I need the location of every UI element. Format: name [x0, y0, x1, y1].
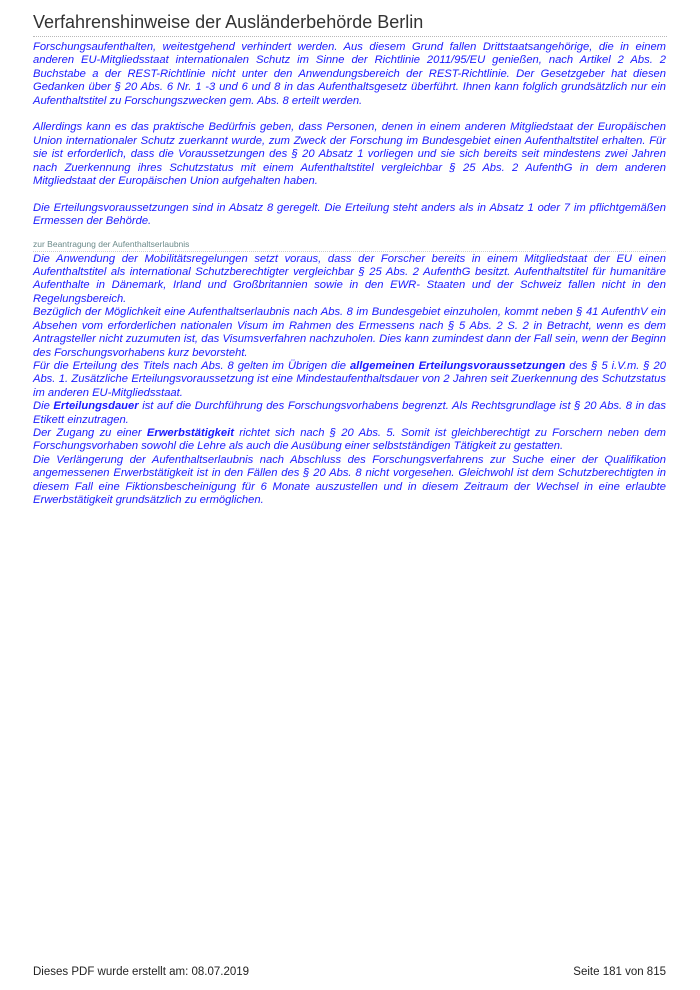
- text-segment: ist auf die Durchführung des Forschungsvorhabens begrenzt. Als Rechtsgrundlage ist § 20 Abs. 8 in das Etikett einzutragen.: [33, 400, 666, 426]
- footer-page-number: Seite 181 von 815: [573, 966, 666, 978]
- section-paragraph-4: [33, 400, 666, 427]
- paragraph-gap: [33, 108, 666, 121]
- intro-paragraph-2: Allerdings kann es das praktische Bedürfnis geben, dass Personen, denen in einem anderen Mitgliedstaat der Europäischen Union internationaler Schutz zuerkannt wurde, zum Zweck der Forschung im Bundesgebiet einen Aufenthaltstitel erhalten. Für sie ist erforderlich, dass die Voraussetzungen des § 20 Absatz 1 vorliegen und sie sich bereits seit mindestens zwei Jahren nach Zuerkennung ihres Schutzstatus mit einem Aufenthaltstitel vergleichbar § 25 Abs. 2 AufenthG in dem anderen Mitgliedstaat der Europäischen Union aufgehalten haben.: [33, 121, 666, 188]
- intro-paragraph-1: Forschungsaufenthalten, weitestgehend verhindert werden. Aus diesem Grund fallen Drittstaatsangehörige, die in einem anderen EU-Mitgliedsstaat internationalen Schutz im Sinne der Richtlinie 2011/95/EU genießen, nach Artikel 2 Abs. 2 Buchstabe a der REST-Richtlinie nicht unter den Anwendungsbereich der REST-Richtlinie. Der Gesetzgeber hat diesen Gedanken über § 20 Abs. 6 Nr. 1 -3 und 6 und 8 in das Aufenthaltsgesetz überführt. Ihnen kann folglich grundsätzlich nur ein Aufenthaltstitel zu Forschungszwecken gem. Abs. 8 erteilt werden.: [33, 41, 666, 107]
- paragraph-gap: [33, 188, 666, 201]
- text-segment: Die: [33, 400, 54, 413]
- bold-term: Erteilungsdauer: [53, 400, 139, 413]
- section-paragraph-2: Bezüglich der Möglichkeit eine Aufenthaltserlaubnis nach Abs. 8 im Bundesgebiet einzuholen, kommt neben § 41 AufenthV ein Absehen vom erforderlichen nationalen Visum im Rahmen des Ermessens nach § 5 Abs. 2 S. 2 in Betracht, wenn es dem Antragsteller nicht zuzumuten ist, das Visumsverfahren nachzuholen. Dies kann zumindest dann der Fall sein, wenn der Beginn des Forschungsvorhabens kurz bevorsteht.: [33, 306, 666, 359]
- section-paragraph-6: Die Verlängerung der Aufenthaltserlaubnis nach Abschluss des Forschungsverfahrens zur Suche einer der Qualifikation angemessenen Erwerbstätigkeit ist in den Fällen des § 20 Abs. 8 nicht vorgesehen. Gleichwohl ist dem Schutzberechtigten in diesem Fall eine Fiktionsbescheinigung für 6 Monate auszustellen und in diesem Zeitraum der Wechsel in eine erlaubte Erwerbstätigkeit grundsätzlich zu ermöglichen.: [33, 453, 666, 506]
- footer-created-date: Dieses PDF wurde erstellt am: 08.07.2019: [33, 966, 250, 978]
- bold-term: Erwerbstätigkeit: [146, 426, 234, 439]
- section-paragraph-5: [33, 427, 666, 454]
- text-segment: Für die Erteilung des Titels nach Abs. 8 gelten im Übrigen die: [33, 359, 350, 372]
- section-heading: zur Beantragung der Aufenthaltserlaubnis: [33, 239, 666, 252]
- intro-paragraph-3: Die Erteilungsvoraussetzungen sind in Absatz 8 geregelt. Die Erteilung steht anders als in Absatz 1 oder 7 im pflichtgemäßen Ermessen der Behörde.: [33, 201, 666, 228]
- text-segment: Der Zugang zu einer: [33, 426, 147, 439]
- section-paragraph-1: Die Anwendung der Mobilitätsregelungen setzt voraus, dass der Forscher bereits in einem Mitgliedstaat der EU einen Aufenthaltstitel als international Schutzberechtigter vergleichbar § 25 Abs. 2 AufenthG besitzt. Aufenthaltstitel für humanitäre Aufenthalte in Dänemark, Irland und Großbritannien sowie in den EWR- Staaten und der Schweiz fallen nicht in den Regelungsbereich.: [33, 252, 666, 305]
- document-body: [33, 41, 666, 507]
- section-paragraph-3: [33, 360, 666, 400]
- page-title: Verfahrenshinweise der Ausländerbehörde Berlin: [33, 10, 667, 37]
- text-segment: richtet sich nach § 20 Abs. 5. Somit ist gleichberechtigt zu Forschern neben dem Forschungsvorhaben sowohl die Lehre als auch die Ausübung einer selbstständigen Tätigkeit zu gestatten.: [33, 426, 666, 453]
- bold-term: allgemeinen Erteilungsvoraussetzungen: [349, 359, 566, 372]
- text-segment: des § 5 i.V.m. § 20 Abs. 1. Zusätzliche Erteilungsvoraussetzung ist eine Mindestaufenthaltsdauer von 2 Jahren seit Zuerkennung des Schutzstatus im anderen EU-Mitgliedsstaat.: [33, 359, 666, 399]
